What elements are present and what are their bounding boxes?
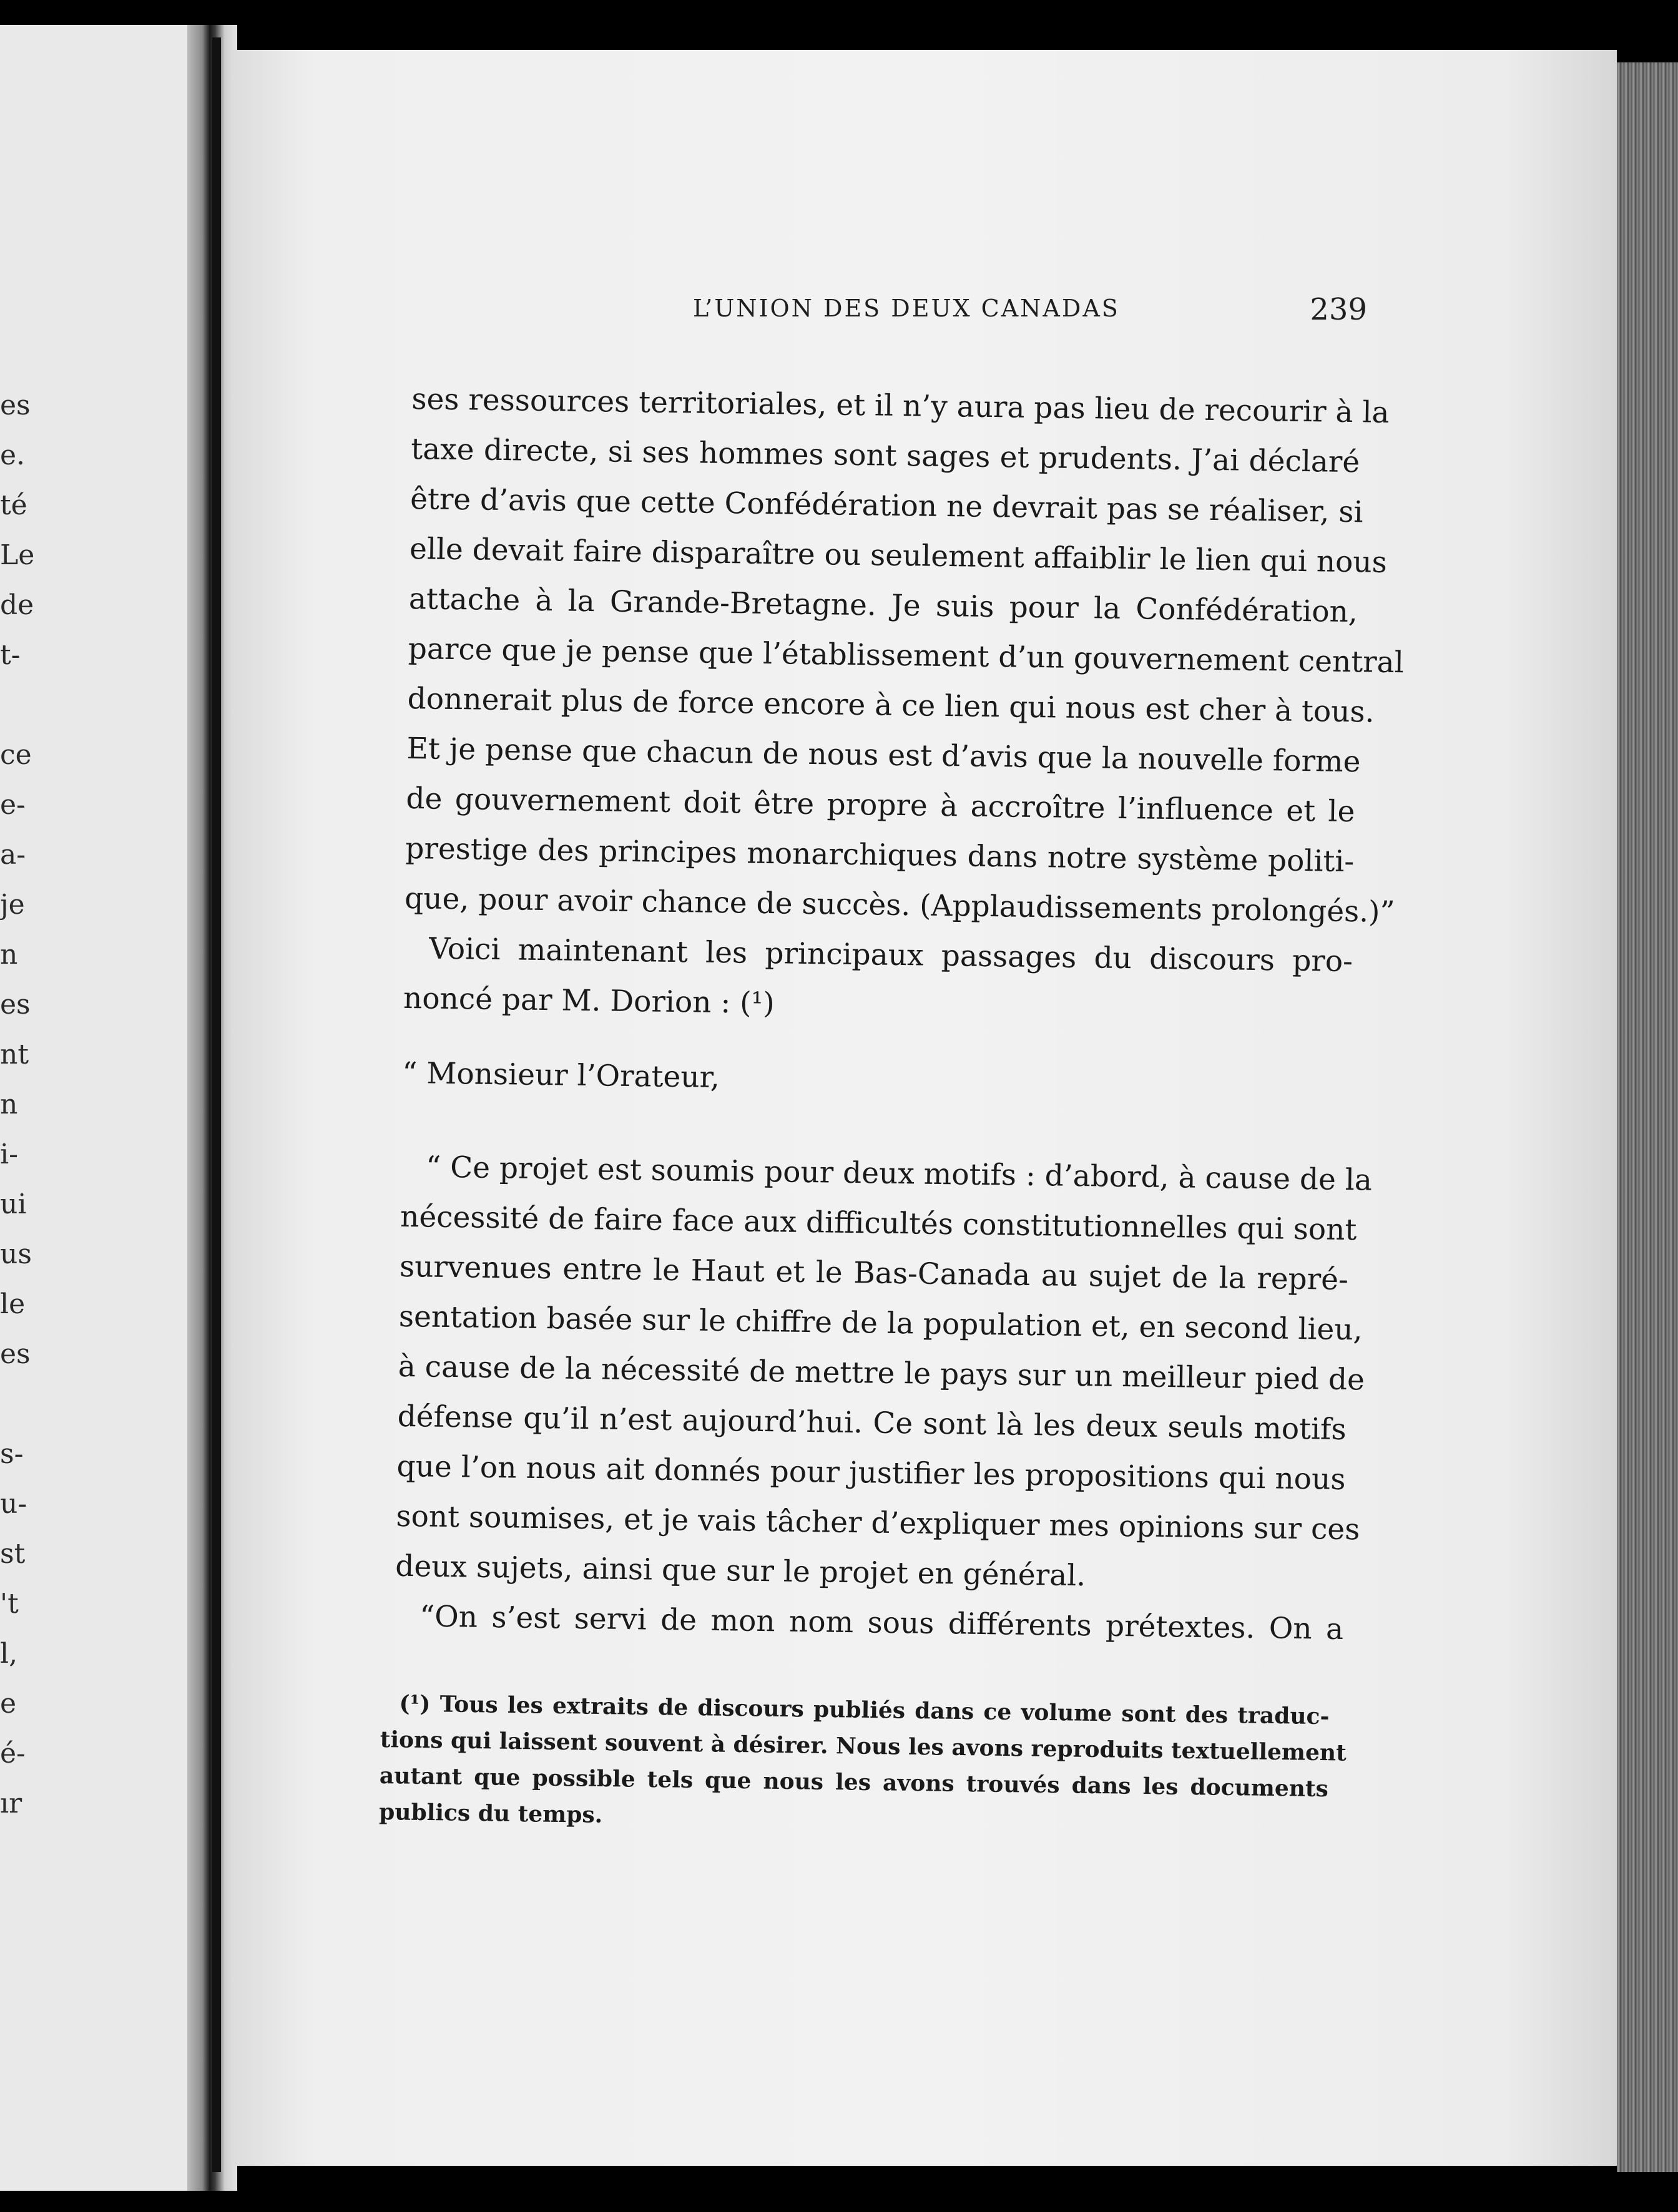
text-line: Voici maintenant les principaux passages du discours pro- [428, 931, 1353, 979]
text-line: “On s’est servi de mon nom sous différents prétextes. On a [419, 1599, 1344, 1647]
left-fragment: es [0, 989, 31, 1020]
left-fragment: l, [0, 1638, 18, 1670]
footnote-line: autant que possible tels que nous les avons trouvés dans les documents [379, 1762, 1329, 1803]
left-fragment: n [0, 1089, 18, 1120]
left-fragment: e- [0, 789, 26, 821]
text-line: sont soumises, et je vais tâcher d’expliquer mes opinions sur ces [396, 1499, 1360, 1547]
text-line: que l’on nous ait donnés pour justifier les propositions qui nous [396, 1449, 1346, 1497]
running-title: L’UNION DES DEUX CANADAS [693, 295, 1120, 322]
footnote-line: (¹) Tous les extraits de discours publiés dans ce volume sont des traduc- [399, 1690, 1330, 1730]
text-line: elle devait faire disparaître ou seulement affaiblir le lien qui nous [409, 531, 1388, 580]
text-line: donnerait plus de force encore à ce lien qui nous est cher à tous. [407, 681, 1375, 730]
text-line: noncé par M. Dorion : (¹) [403, 981, 775, 1021]
salutation-line: “ Monsieur l’Orateur, [401, 1055, 720, 1095]
left-fragment: us [0, 1238, 32, 1270]
text-line: taxe directe, si ses hommes sont sages et prudents. J’ai déclaré [410, 431, 1360, 480]
text-line: nécessité de faire face aux difficultés constitutionnelles qui sont [400, 1199, 1357, 1248]
left-fragment: ce [0, 739, 32, 771]
left-fragment [0, 1379, 37, 1429]
left-fragment: té [0, 489, 27, 521]
left-fragment: a- [0, 839, 26, 871]
text-line: ses ressources territoriales, et il n’y aura pas lieu de recourir à la [411, 381, 1390, 430]
left-fragment: nt [0, 1039, 29, 1070]
footnote-line: tions qui laissent souvent à désirer. Nous les avons reproduits textuellement [380, 1726, 1347, 1766]
left-page-text-fragments [0, 381, 37, 1829]
text-line: deux sujets, ainsi que sur le projet en général. [395, 1549, 1086, 1593]
text-line: que, pour avoir chance de succès. (Applaudissements prolongés.)” [404, 881, 1395, 930]
text-line: Et je pense que chacun de nous est d’avis que la nouvelle forme [406, 731, 1361, 780]
text-line: attache à la Grande-Bretagne. Je suis pour la Confédération, [408, 581, 1358, 630]
binding-thread [212, 37, 221, 2172]
body-text [395, 374, 1405, 1655]
text-line: parce que je pense que l’établissement d’un gouvernement central [408, 631, 1405, 680]
left-fragment: le [0, 1288, 26, 1320]
left-fragment: u- [0, 1488, 27, 1520]
left-fragment: e [0, 1688, 17, 1720]
left-fragment: é- [0, 1738, 26, 1769]
left-fragment: je [0, 889, 25, 921]
left-fragment [0, 680, 37, 730]
left-fragment: de [0, 589, 34, 621]
text-line: “ Ce projet est soumis pour deux motifs : d’abord, à cause de la [425, 1150, 1373, 1198]
page-number: 239 [1310, 292, 1367, 327]
left-fragment: es [0, 389, 31, 421]
footnote [378, 1685, 1347, 1843]
footnote-line: publics du temps. [378, 1798, 603, 1828]
left-facing-page [0, 25, 212, 2191]
text-line: sentation basée sur le chiffre de la population et, en second lieu, [398, 1299, 1363, 1348]
left-fragment: 't [0, 1588, 19, 1620]
left-fragment: e. [0, 439, 26, 471]
left-fragment: s- [0, 1438, 24, 1470]
left-fragment: es [0, 1338, 31, 1370]
left-fragment: i- [0, 1138, 18, 1170]
page-edges [1617, 62, 1678, 2172]
left-fragment: ui [0, 1188, 27, 1220]
left-fragment: ır [0, 1788, 22, 1819]
left-fragment: st [0, 1538, 26, 1570]
text-line: de gouvernement doit être propre à accroître l’influence et le [406, 781, 1355, 830]
left-fragment: t- [0, 639, 21, 671]
left-fragment: Le [0, 539, 35, 571]
text-line: survenues entre le Haut et le Bas-Canada au sujet de la repré- [399, 1249, 1349, 1298]
left-fragment: n [0, 939, 18, 971]
text-line: prestige des principes monarchiques dans notre système politi- [405, 831, 1355, 879]
text-line: défense qu’il n’est aujourd’hui. Ce sont là les deux seuls motifs [397, 1399, 1347, 1447]
text-line: à cause de la nécessité de mettre le pays sur un meilleur pied de [398, 1349, 1365, 1397]
text-line: être d’avis que cette Confédération ne devrait pas se réaliser, si [410, 481, 1363, 530]
